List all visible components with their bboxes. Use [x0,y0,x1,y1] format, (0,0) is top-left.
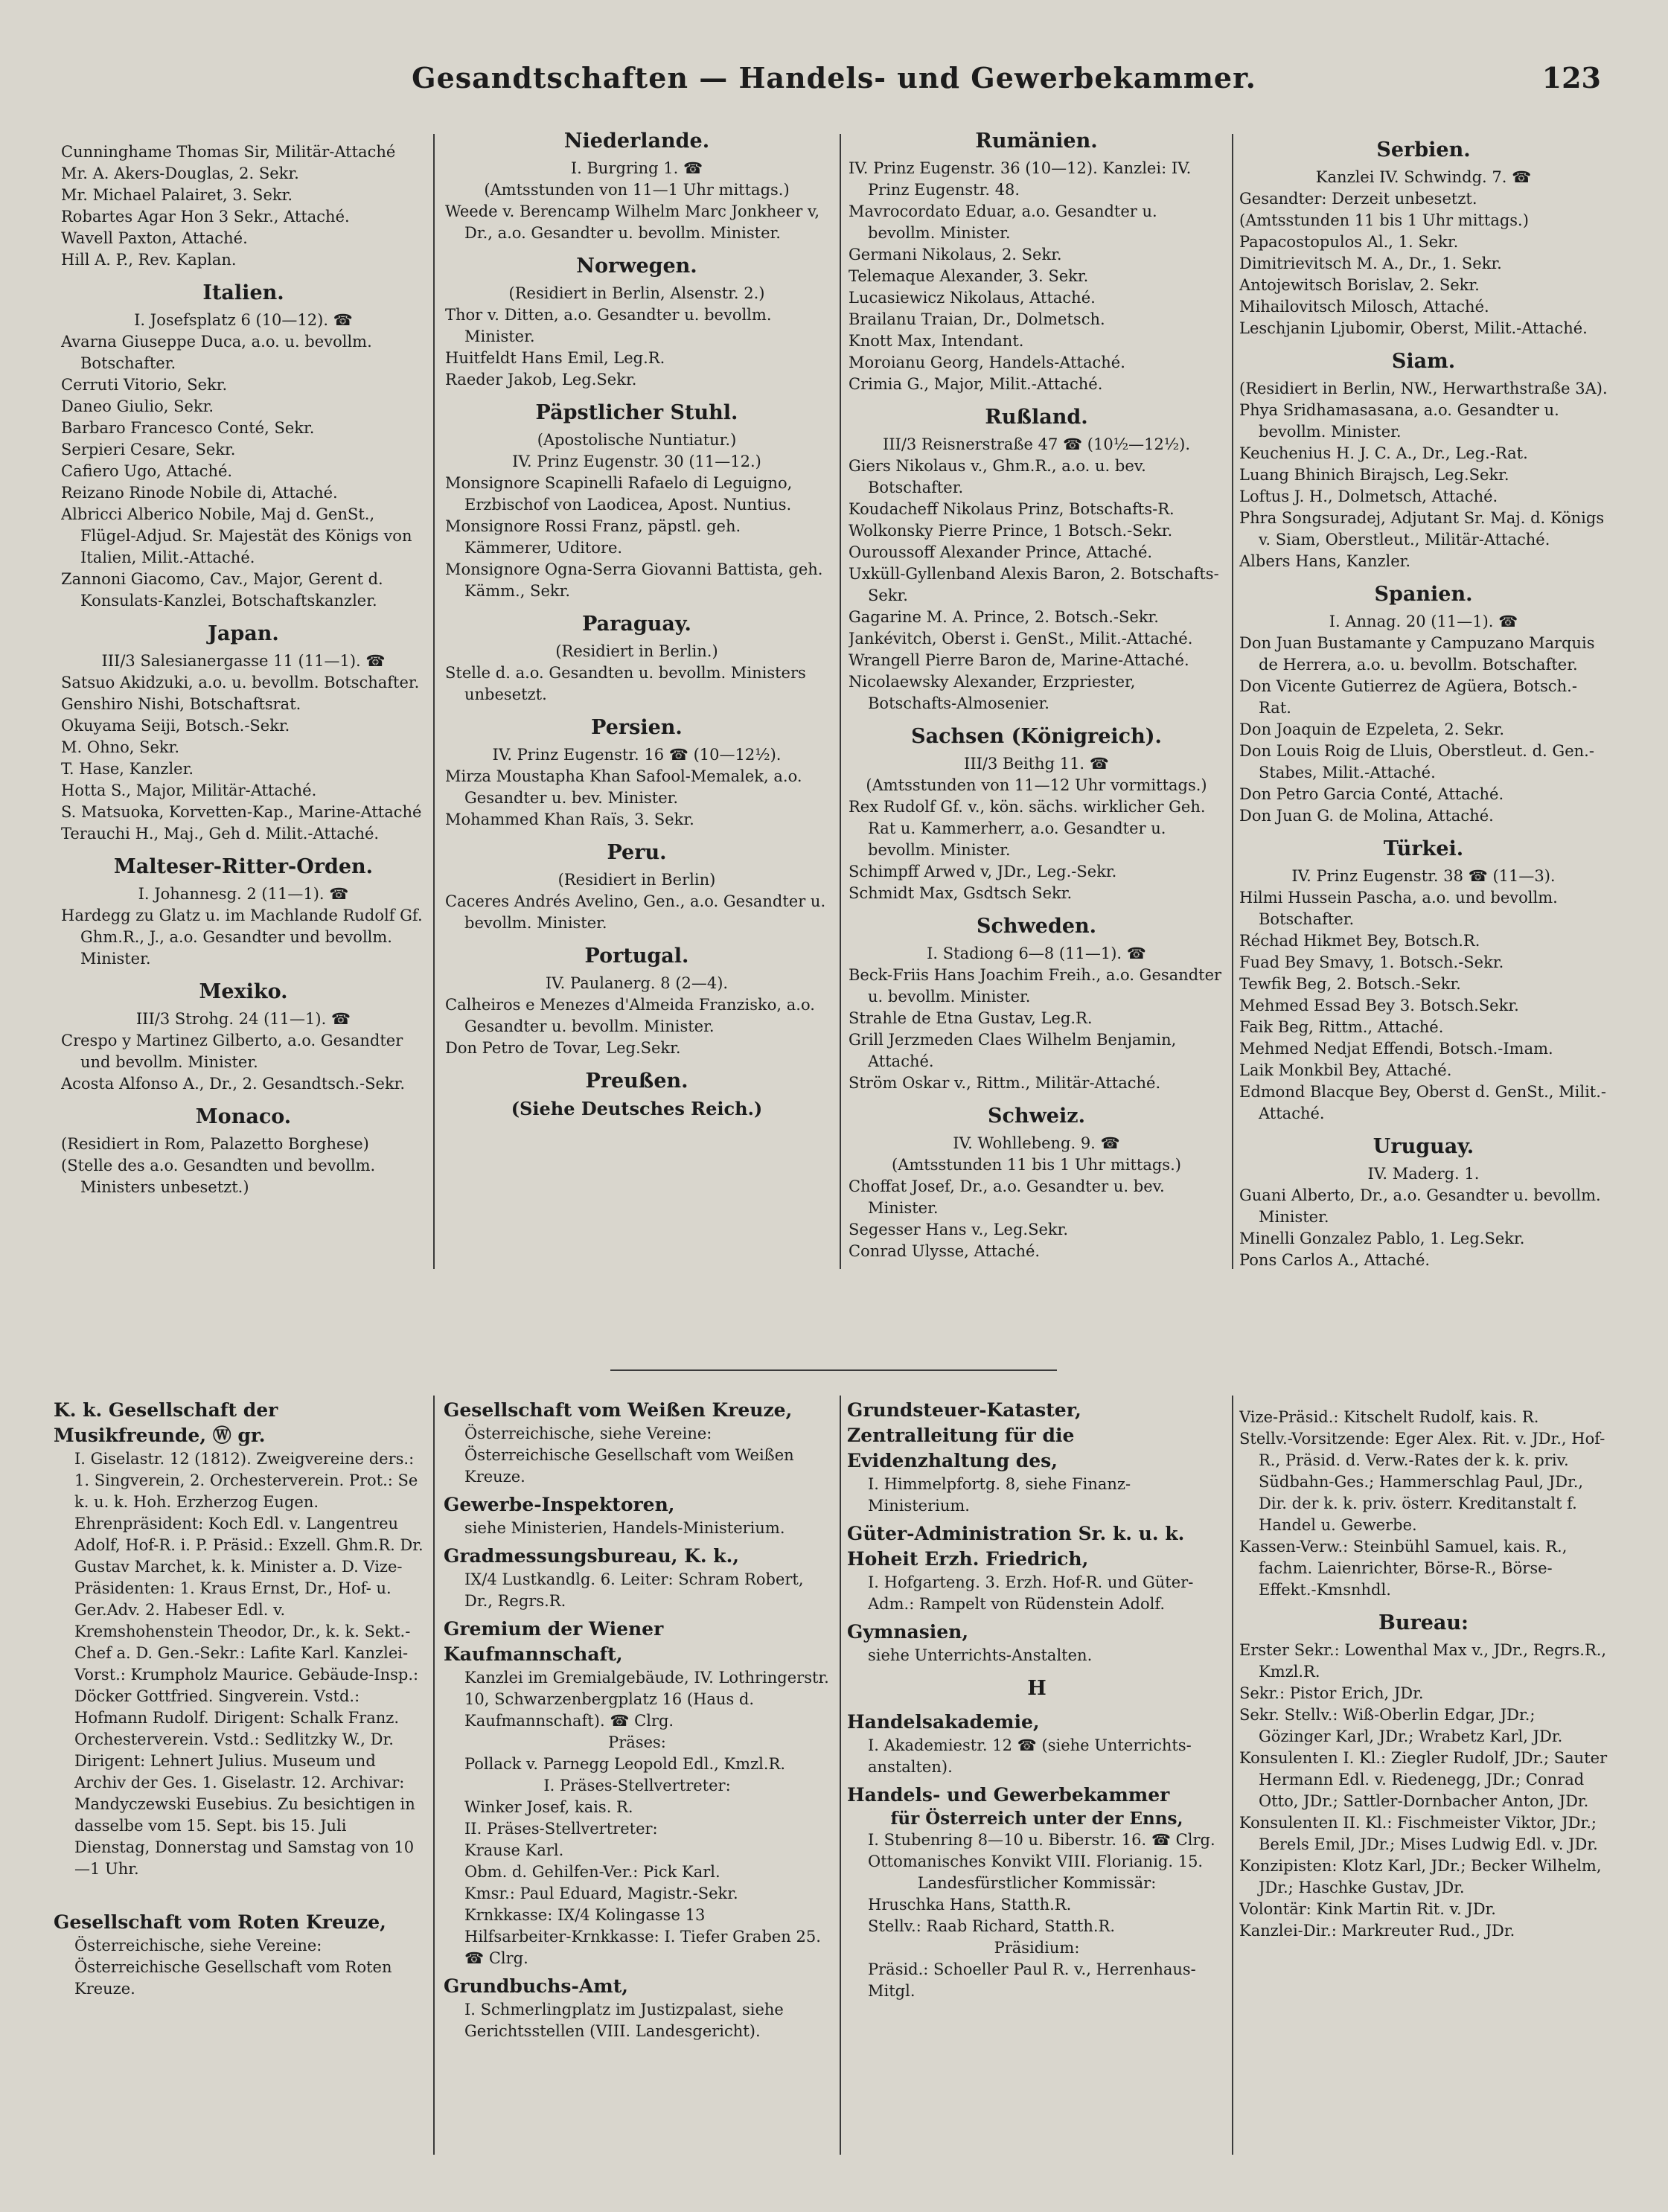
entry: Monsignore Scapinelli Rafaelo di Leguigno, Erzbischof von Laodicea, Apost. Nuntius. [445,474,793,514]
entry-line: Hruschka Hans, Statth.R. [868,1896,1072,1914]
entry-line: Erster Sekr.: Lowenthal Max v., JDr., Regrs.R., Kmzl.R. [1239,1641,1607,1681]
entry-text: I. Hofgarteng. 3. Erzh. Hof-R. und Güter-Adm.: Rampelt von Rüdenstein Adolf. [868,1573,1194,1613]
entry-title-grundsteuer: Grundsteuer-Kataster, Zentralleitung für die Evidenzhaltung des, [847,1399,1081,1471]
entry-line: Stellv.: Raab Richard, Statth.R. [868,1917,1116,1935]
entry: S. Matsuoka, Korvetten-Kap., Marine-Attaché [61,803,422,821]
address: IV. Prinz Eugenstr. 38 ☎ (11—3). [1291,867,1556,885]
entry: Nicolaewsky Alexander, Erzpriester, Botschafts-Almosenier. [849,673,1136,712]
entry-title-roten-kreuze: Gesellschaft vom Roten Kreuze, [54,1911,386,1933]
section-heading-paraguay: Paraguay. [582,613,691,636]
entry: Guani Alberto, Dr., a.o. Gesandter u. bevollm. Minister. [1239,1186,1601,1226]
entry: Segesser Hans v., Leg.Sekr. [849,1221,1069,1238]
top-column-2 [445,125,828,1331]
section-heading-schweiz: Schweiz. [988,1105,1085,1128]
entry-text: Österreichische, siehe Vereine: Österreichische Gesellschaft vom Roten Kreuze. [74,1937,392,1998]
entry: Genshiro Nishi, Botschaftsrat. [61,695,301,713]
entry-text: IX/4 Lustkandlg. 6. Leiter: Schram Robert, Dr., Regrs.R. [464,1570,804,1610]
section-heading-sachsen: Sachsen (Königreich). [911,725,1162,748]
section-heading-persien: Persien. [591,716,683,739]
note: (Siehe Deutsches Reich.) [511,1098,763,1119]
entry: Schimpff Arwed v, JDr., Leg.-Sekr. [849,863,1117,880]
entry: Réchad Hikmet Bey, Botsch.R. [1239,932,1480,950]
note: (Apostolische Nuntiatur.) [537,431,737,449]
top-column-3 [849,125,1224,1331]
entry: Don Vicente Gutierrez de Agüera, Botsch.-Rat. [1239,677,1577,717]
entry: Leschjanin Ljubomir, Oberst, Milit.-Attaché. [1239,319,1588,337]
entry: Pons Carlos A., Attaché. [1239,1251,1431,1269]
entry-title-gueter: Güter-Administration Sr. k. u. k. Hoheit Erzh. Friedrich, [847,1523,1185,1570]
section-heading-portugal: Portugal. [584,944,689,968]
entry: Don Joaquin de Ezpeleta, 2. Sekr. [1239,720,1505,738]
entry: Monsignore Rossi Franz, päpstl. geh. Kämmerer, Uditore. [445,517,741,557]
section-heading-uruguay: Uruguay. [1373,1135,1474,1158]
section-heading-spanien: Spanien. [1374,583,1473,606]
page-number: 123 [1541,61,1601,95]
entry-line: Hilfsarbeiter-Krnkkasse: I. Tiefer Graben 25. ☎ Clrg. [464,1928,821,1967]
entry: Terauchi H., Maj., Geh d. Milit.-Attaché. [61,825,380,843]
address: I. Stadiong 6—8 (11—1). ☎ [927,944,1146,962]
entry-line: Konsulenten I. Kl.: Ziegler Rudolf, JDr.; Sauter Hermann Edl. v. Riedenegg, JDr.; Conrad Otto, JDr.; Sattler-Dornbacher Anton, JDr. [1239,1749,1608,1810]
entry: Calheiros e Menezes d'Almeida Franzisko, a.o. Gesandter u. bevollm. Minister. [445,996,815,1035]
section-heading-russland: Rußland. [985,406,1088,429]
section-heading-tuerkei: Türkei. [1383,837,1464,860]
entry: Wrangell Pierre Baron de, Marine-Attaché. [849,651,1189,669]
section-heading-schweden: Schweden. [976,915,1097,938]
entry: Strahle de Etna Gustav, Leg.R. [849,1009,1093,1027]
entry: Thor v. Ditten, a.o. Gesandter u. bevollm. Minister. [445,306,772,345]
column-divider [840,1396,841,2155]
entry-line: I. Präses-Stellvertreter: [543,1777,731,1794]
address: IV. Prinz Eugenstr. 16 ☎ (10—12½). [492,746,782,764]
entry-line: Volontär: Kink Martin Rit. v. JDr. [1239,1900,1496,1918]
entry: Crimia G., Major, Milit.-Attaché. [849,375,1103,393]
entry: Fuad Bey Smavy, 1. Botsch.-Sekr. [1239,953,1504,971]
entry-text: siehe Unterrichts-Anstalten. [868,1646,1093,1664]
address: IV. Wohllebeng. 9. ☎ [953,1134,1120,1152]
entry-line: Präsidium: [994,1939,1080,1957]
entry-line: Konsulenten II. Kl.: Fischmeister Viktor, JDr.; Berels Emil, JDr.; Mises Ludwig Edl. v. JDr. [1239,1814,1598,1853]
entry: Don Juan G. de Molina, Attaché. [1239,807,1494,825]
section-heading-italien: Italien. [202,281,284,304]
address: I. Annag. 20 (11—1). ☎ [1329,613,1518,630]
section-heading-monaco: Monaco. [195,1105,292,1128]
entry: Don Juan Bustamante y Campuzano Marquis de Herrera, a.o. u. bevollm. Botschafter. [1239,634,1595,674]
entry: (Stelle des a.o. Gesandten und bevollm. Ministers unbesetzt.) [61,1157,376,1196]
entry: Hill A. P., Rev. Kaplan. [61,251,237,269]
entry: Brailanu Traian, Dr., Dolmetsch. [849,310,1105,328]
entry: Koudacheff Nikolaus Prinz, Botschafts-R. [849,500,1175,518]
entry: Keuchenius H. J. C. A., Dr., Leg.-Rat. [1239,444,1528,462]
entry: Mehmed Nedjat Effendi, Botsch.-Imam. [1239,1040,1553,1058]
entry: Ström Oskar v., Rittm., Militär-Attaché. [849,1074,1161,1092]
section-heading-preussen: Preußen. [585,1070,688,1093]
column-divider [840,134,841,1269]
entry: Rex Rudolf Gf. v., kön. sächs. wirklicher Geh. Rat u. Kammerherr, a.o. Gesandter u. bevollm. Minister. [849,798,1206,859]
address: IV. Prinz Eugenstr. 30 (11—12.) [512,453,761,470]
note: (Residiert in Berlin.) [555,642,718,660]
entry: Edmond Blacque Bey, Oberst d. GenSt., Milit.-Attaché. [1239,1083,1607,1122]
entry: Gesandter: Derzeit unbesetzt. [1239,190,1477,208]
entry-title-handelsakademie: Handelsakademie, [847,1711,1040,1733]
entry: Gagarine M. A. Prince, 2. Botsch.-Sekr. [849,608,1159,626]
entry: Wavell Paxton, Attaché. [61,229,248,247]
address: I. Josefsplatz 6 (10—12). ☎ [134,311,353,329]
entry: Albricci Alberico Nobile, Maj d. GenSt., Flügel-Adjud. Sr. Majestät des Königs von Italien, Milit.-Attaché. [61,505,412,566]
entry-title-handelskammer: Handels- und Gewerbekammer [847,1784,1170,1806]
address: IV. Paulanerg. 8 (2—4). [545,974,729,992]
entry: Uxküll-Gyllenband Alexis Baron, 2. Botschafts-Sekr. [849,565,1219,604]
entry: Huitfeldt Hans Emil, Leg.R. [445,349,665,367]
entry-text: I. Schmerlingplatz im Justizpalast, siehe Gerichtsstellen (VIII. Landesgericht). [464,2001,784,2040]
entry-line: Sekr.: Pistor Erich, JDr. [1239,1684,1424,1702]
entry: Faik Beg, Rittm., Attaché. [1239,1018,1444,1036]
entry: Don Petro Garcia Conté, Attaché. [1239,785,1504,803]
note: (Residiert in Berlin, Alsenstr. 2.) [508,284,765,302]
entry: Crespo y Martinez Gilberto, a.o. Gesandter und bevollm. Minister. [61,1032,403,1071]
column-divider [1232,1396,1233,2155]
entry: Luang Bhinich Birajsch, Leg.Sekr. [1239,466,1509,484]
entry: Reizano Rinode Nobile di, Attaché. [61,484,338,502]
entry-line: Obm. d. Gehilfen-Ver.: Pick Karl. [464,1863,720,1881]
bottom-column-4 [1239,1407,1608,2181]
section-letter: H [1027,1677,1047,1700]
section-heading-japan: Japan. [208,622,279,645]
entry: Choffat Josef, Dr., a.o. Gesandter u. bev. Minister. [849,1177,1165,1217]
entry: Loftus J. H., Dolmetsch, Attaché. [1239,488,1498,505]
entry-line: Kassen-Verw.: Steinbühl Samuel, kais. R., fachm. Laienrichter, Börse-R., Börse-Effekt.-Kmsnhdl. [1239,1538,1568,1599]
bottom-column-3 [847,1398,1227,2172]
entry: Grill Jerzmeden Claes Wilhelm Benjamin, Attaché. [849,1031,1177,1070]
entry: Don Petro de Tovar, Leg.Sekr. [445,1039,681,1057]
entry: Raeder Jakob, Leg.Sekr. [445,371,637,389]
section-heading-norwegen: Norwegen. [576,255,697,278]
entry: Mirza Moustapha Khan Safool-Memalek, a.o. Gesandter u. bev. Minister. [445,767,802,807]
entry: Beck-Friis Hans Joachim Freih., a.o. Gesandter u. bevollm. Minister. [849,966,1222,1006]
address: III/3 Beithg 11. ☎ [964,755,1109,773]
entry: Barbaro Francesco Conté, Sekr. [61,419,315,437]
address: III/3 Strohg. 24 (11—1). ☎ [135,1010,351,1028]
entry: Mehmed Essad Bey 3. Botsch.Sekr. [1239,997,1519,1014]
address: Kanzlei IV. Schwindg. 7. ☎ [1315,168,1532,186]
top-column-4 [1239,134,1608,1332]
column-divider [1232,134,1233,1269]
entry: Satsuo Akidzuki, a.o. u. bevollm. Botschafter. [61,674,420,691]
entry: Papacostopulos Al., 1. Sekr. [1239,233,1459,251]
entry: Hardegg zu Glatz u. im Machlande Rudolf Gf. Ghm.R., J., a.o. Gesandter und bevollm. Minister. [61,907,423,968]
entry-line: Präses: [608,1733,666,1751]
entry: Telemaque Alexander, 3. Sekr. [849,267,1089,285]
entry: Okuyama Seiji, Botsch.-Sekr. [61,717,290,735]
note: (Amtsstunden von 11—1 Uhr mittags.) [484,181,790,199]
entry: Germani Nikolaus, 2. Sekr. [849,246,1062,263]
entry: Mavrocordato Eduar, a.o. Gesandter u. bevollm. Minister. [849,202,1157,242]
address: IV. Prinz Eugenstr. 36 (10—12). Kanzlei: IV. Prinz Eugenstr. 48. [849,159,1192,199]
entry: Tewfik Beg, 2. Botsch.-Sekr. [1239,975,1461,993]
section-heading-siam: Siam. [1391,350,1456,373]
entry-title-musikfreunde: K. k. Gesellschaft der Musikfreunde, Ⓦ gr. [54,1399,278,1446]
top-column-1 [61,141,426,1332]
entry-title-weissen-kreuze: Gesellschaft vom Weißen Kreuze, [444,1399,793,1421]
note: (Residiert in Berlin, NW., Herwarthstraße 3A). [1239,380,1608,397]
entry: Mohammed Khan Raïs, 3. Sekr. [445,811,694,828]
note: (Residiert in Berlin) [557,871,716,889]
entry: Robartes Agar Hon 3 Sekr., Attaché. [61,208,350,226]
entry: T. Hase, Kanzler. [61,760,194,778]
entry-subtitle: für Österreich unter der Enns, [890,1809,1183,1829]
address: III/3 Reisnerstraße 47 ☎ (10½—12½). [882,435,1191,453]
address: I. Burgring 1. ☎ [570,159,703,177]
bottom-column-2 [444,1398,831,2172]
entry-title-grundbuch: Grundbuchs-Amt, [444,1975,628,1997]
entry-text: I. Akademiestr. 12 ☎ (siehe Unterrichts-anstalten). [868,1736,1192,1776]
entry: Wolkonsky Pierre Prince, 1 Botsch.-Sekr. [849,522,1173,540]
entry: Cunninghame Thomas Sir, Militär-Attaché [61,143,396,161]
section-heading-peru: Peru. [607,841,667,864]
entry-line: II. Präses-Stellvertreter: [464,1820,658,1838]
entry-text: Kanzlei im Gremialgebäude, IV. Lothringerstr. 10, Schwarzenbergplatz 16 (Haus d. Kaufmannschaft). ☎ Clrg. [464,1669,829,1730]
entry-line: Pollack v. Parnegg Leopold Edl., Kmzl.R. [464,1755,786,1773]
page-title: Gesandtschaften — Handels- und Gewerbekammer. [412,61,1256,95]
entry: Serpieri Cesare, Sekr. [61,441,236,458]
section-heading-malteser: Malteser-Ritter-Orden. [113,855,374,878]
entry: Laik Monkbil Bey, Attaché. [1239,1061,1452,1079]
note: (Amtsstunden 11 bis 1 Uhr mittags.) [892,1156,1181,1174]
entry: Mr. A. Akers-Douglas, 2. Sekr. [61,164,299,182]
entry: Avarna Giuseppe Duca, a.o. u. bevollm. Botschafter. [61,333,372,372]
entry-line: Präsid.: Schoeller Paul R. v., Herrenhaus-Mitgl. [868,1960,1196,2000]
entry: Ouroussoff Alexander Prince, Attaché. [849,543,1153,561]
column-divider [433,1396,435,2155]
entry-line: Vize-Präsid.: Kitschelt Rudolf, kais. R. [1239,1408,1539,1426]
entry: M. Ohno, Sekr. [61,738,180,756]
entry-text: I. Giselastr. 12 (1812). Zweigvereine ders.: 1. Singverein, 2. Orchesterverein. Prot.: Se k. u. k. Hoh. Erzherzog Eugen. Ehrenpräsident: Koch Edl. v. Langentreu Adolf, Hof-R. i. P. Präsid.: Exzell. Ghm.R. Dr. Gustav Marchet, k. k. Minister a. D. Vize-Präsidenten: 1. Kraus Ernst, Dr., Hof- u. Ger.Adv. 2. Habeser Edl. v. Kremshohenstein Theodor, Dr., k. k. Sekt.-Chef a. D. Gen.-Sekr.: Lafite Karl. Kanzlei-Vorst.: Krumpholz Maurice. Gebäude-Insp.: Döcker Gottfried. Singverein. Vstd.: Hofmann Rudolf. Dirigent: Schalk Franz. Orchesterverein. Vstd.: Sedlitzky W., Dr. Dirigent: Lehnert Julius. Museum und Archiv der Ges. 1. Giselastr. 12. Archivar: Mandyczewski Eusebius. Zu besichtigen in dasselbe vom 15. Sept. bis 15. Juli Dienstag, Donnerstag und Samstag von 10—1 Uhr. [74,1450,424,1878]
entry: Conrad Ulysse, Attaché. [849,1242,1041,1260]
entry: Giers Nikolaus v., Ghm.R., a.o. u. bev. Botschafter. [849,457,1146,496]
section-heading-rumaenien: Rumänien. [975,130,1098,153]
entry: Minelli Gonzalez Pablo, 1. Leg.Sekr. [1239,1230,1525,1247]
entry: Albers Hans, Kanzler. [1239,552,1411,570]
entry: Daneo Giulio, Sekr. [61,397,214,415]
entry-line: Sekr. Stellv.: Wiß-Oberlin Edgar, JDr.; Gözinger Karl, JDr.; Wrabetz Karl, JDr. [1239,1706,1563,1745]
section-heading-bureau: Bureau: [1378,1611,1469,1634]
entry-text: I. Himmelpfortg. 8, siehe Finanz-Ministerium. [868,1475,1131,1515]
entry: Antojewitsch Borislav, 2. Sekr. [1239,276,1480,294]
note: (Amtsstunden von 11—12 Uhr vormittags.) [866,776,1207,794]
entry: Zannoni Giacomo, Cav., Major, Gerent d. Konsulats-Kanzlei, Botschaftskanzler. [61,570,383,610]
entry: Knott Max, Intendant. [849,332,1024,350]
entry: Cerruti Vitorio, Sekr. [61,376,228,394]
entry: Stelle d. a.o. Gesandten u. bevollm. Ministers unbesetzt. [445,664,806,703]
entry-line: Landesfürstlicher Kommissär: [917,1874,1157,1892]
bottom-column-1 [54,1398,426,2172]
entry: Caceres Andrés Avelino, Gen., a.o. Gesandter u. bevollm. Minister. [445,892,826,932]
entry: Mr. Michael Palairet, 3. Sekr. [61,186,293,204]
entry-text: siehe Ministerien, Handels-Ministerium. [464,1519,785,1537]
column-divider [433,134,435,1269]
entry: Don Louis Roig de Lluis, Oberstleut. d. Gen.-Stabes, Milit.-Attaché. [1239,742,1594,781]
entry: (Residiert in Rom, Palazetto Borghese) [61,1135,369,1153]
section-heading-mexiko: Mexiko. [199,980,288,1003]
entry-line: Kmsr.: Paul Eduard, Magistr.-Sekr. [464,1885,738,1902]
address: I. Johannesg. 2 (11—1). ☎ [138,885,349,903]
entry: Schmidt Max, Gsdtsch Sekr. [849,884,1073,902]
entry-line: Stellv.-Vorsitzende: Eger Alex. Rit. v. JDr., Hof-R., Präsid. d. Verw.-Rates der k. k. priv. Südbahn-Ges.; Hammerschlag Paul, JDr., Dir. der k. k. priv. österr. Kreditanstalt f. Handel u. Gewerbe. [1239,1430,1605,1534]
entry-title-gymnasien: Gymnasien, [847,1621,969,1643]
entry-title-gewerbe: Gewerbe-Inspektoren, [444,1494,675,1515]
entry-line: Kanzlei-Dir.: Markreuter Rud., JDr. [1239,1922,1515,1940]
entry: Monsignore Ogna-Serra Giovanni Battista, geh. Kämm., Sekr. [445,560,823,600]
entry: Lucasiewicz Nikolaus, Attaché. [849,289,1096,307]
entry-title-gremium: Gremium der Wiener Kaufmannschaft, [444,1618,664,1665]
entry: Phra Songsuradej, Adjutant Sr. Maj. d. Königs v. Siam, Oberstleut., Militär-Attaché. [1239,509,1605,549]
entry: (Amtsstunden 11 bis 1 Uhr mittags.) [1239,211,1529,229]
entry-line: Krause Karl. [464,1841,564,1859]
entry: Moroianu Georg, Handels-Attaché. [849,354,1125,371]
entry: Dimitrievitsch M. A., Dr., 1. Sekr. [1239,255,1502,272]
entry-text: Österreichische, siehe Vereine: Österreichische Gesellschaft vom Weißen Kreuze. [464,1425,794,1486]
entry-line: Krnkkasse: IX/4 Kolingasse 13 [464,1906,706,1924]
section-heading-stuhl: Päpstlicher Stuhl. [535,401,738,424]
entry: Hilmi Hussein Pascha, a.o. und bevollm. Botschafter. [1239,889,1558,928]
entry-text: I. Stubenring 8—10 u. Biberstr. 16. ☎ Clrg. Ottomanisches Konvikt VIII. Florianig. 15. [868,1831,1215,1870]
section-heading-serbien: Serbien. [1376,138,1471,162]
entry-title-gradmessung: Gradmessungsbureau, K. k., [444,1545,739,1567]
entry: Mihailovitsch Milosch, Attaché. [1239,298,1489,316]
entry: Phya Sridhamasasana, a.o. Gesandter u. bevollm. Minister. [1239,401,1559,441]
entry: Cafiero Ugo, Attaché. [61,462,233,480]
entry: Jankévitch, Oberst i. GenSt., Milit.-Attaché. [849,630,1193,648]
address: III/3 Salesianergasse 11 (11—1). ☎ [101,652,386,670]
entry: Weede v. Berencamp Wilhelm Marc Jonkheer v, Dr., a.o. Gesandter u. bevollm. Minister. [445,202,820,242]
address: IV. Maderg. 1. [1367,1165,1480,1183]
section-divider [610,1369,1057,1371]
entry-line: Winker Josef, kais. R. [464,1798,633,1816]
entry: Hotta S., Major, Militär-Attaché. [61,781,317,799]
entry-line: Konzipisten: Klotz Karl, JDr.; Becker Wilhelm, JDr.; Haschke Gustav, JDr. [1239,1857,1602,1896]
section-heading-niederlande: Niederlande. [563,130,710,153]
entry: Acosta Alfonso A., Dr., 2. Gesandtsch.-Sekr. [61,1075,406,1093]
